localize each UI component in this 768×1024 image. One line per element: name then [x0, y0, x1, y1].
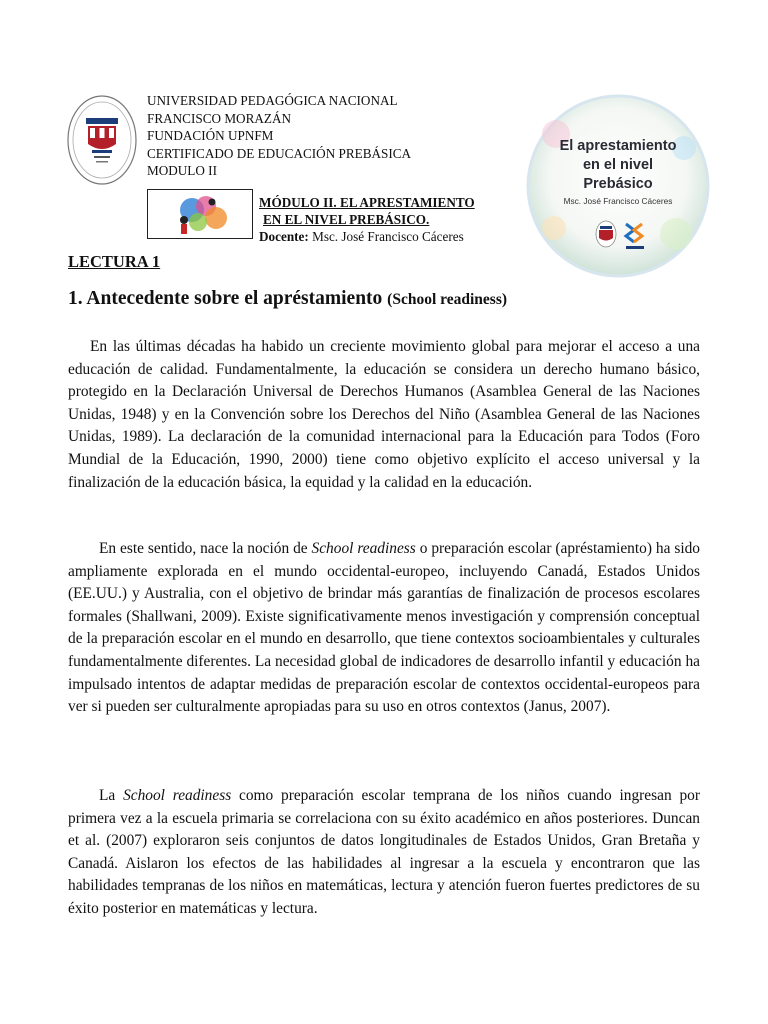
paragraph-3-rest: como preparación escolar temprana de los niños cuando ingresan por primera vez a la escuela primaria se correlaciona con su éxito académico en años posteriores. Duncan et al. (2007) exploraron seis conjuntos de datos longitudinales de Estados Unidos, Gran Bretaña y Canadá. Aislaron los efectos de las habilidades al ingresar a la escuela y encontraron que las habilidades tempranas de los niños en matemáticas, lectura y atención fueron fuertes predictores de su éxito posterior en matemáticas y lectura.	[68, 787, 700, 917]
section-number: 1.	[68, 288, 83, 309]
docente-name: Msc. José Francisco Cáceres	[308, 229, 464, 244]
children-illustration	[147, 189, 253, 239]
badge-title-line2: en el nivel	[582, 157, 654, 173]
header-line-university: UNIVERSIDAD PEDAGÓGICA NACIONAL	[147, 93, 398, 108]
lectura-heading: LECTURA 1	[68, 252, 161, 271]
paragraph-2-rest: o preparación escolar (apréstamiento) ha sido ampliamente explorada en el mundo occidental-europeo, incluyendo Canadá, Estados Unidos (EE.UU.) y Australia, con el objetivo de brindar más garantías de finalización de procesos escolares formales (Shallwani, 2009). Existe significativamente menos investigación y comprensión conceptual de la preparación escolar en el mundo en desarrollo, que tiene contextos socioambientales y culturales fundamentalmente diferentes. La necesidad global de indicadores de desarrollo infantil y educación ha impulsado intentos de adaptar medidas de preparación escolar de contextos occidental-europeos para ver si pueden ser culturalmente apropiadas para su uso en otros contextos (Janus, 2007).	[68, 540, 700, 716]
paragraph-1: En las últimas décadas ha habido un creciente movimiento global para mejorar el acceso a una educación de calidad. Fundamentalmente, la educación se considera un derecho humano básico, protegido en la Declaración Universal de Derechos Humanos (Asamblea General de las Naciones Unidas, 1948) y en la Convención sobre los Derechos del Niño (Asamblea General de las Naciones Unidas, 1989). La declaración de la comunidad internacional para la Educación para Todos (Foro Mundial de la Educación, 1990, 2000) tiene como objetivo explícito el acceso universal y la finalización de la educación básica, la equidad y la calidad en la educación.	[68, 338, 700, 491]
module-info	[259, 194, 475, 245]
paragraph-2-italic-term: School readiness	[311, 540, 416, 557]
module-title-line2: EN EL NIVEL PREBÁSICO.	[263, 212, 430, 227]
header-line-module: MODULO II	[147, 163, 217, 179]
badge-university-seal-logo	[596, 221, 616, 247]
header-line-name: FRANCISCO MORAZÁN	[147, 110, 291, 126]
section-title-text: Antecedente sobre el apréstamiento	[82, 288, 388, 309]
paragraph-3-start: La	[99, 787, 124, 804]
paragraph-2-start: En este sentido, nace la noción de	[99, 540, 312, 557]
university-seal-logo	[66, 94, 138, 186]
badge-title-line1: El aprestamiento	[559, 138, 677, 154]
header-line-certificate: CERTIFICADO DE EDUCACIÓN PREBÁSICA	[147, 145, 412, 161]
section-title	[68, 288, 507, 310]
paragraph-3	[68, 785, 700, 921]
section-subtitle: (School readiness)	[387, 291, 508, 308]
module-title-line1: MÓDULO II. EL APRESTAMIENTO	[259, 195, 475, 210]
docente-label: Docente:	[259, 229, 309, 244]
header-line-foundation: FUNDACIÓN UPNFM	[147, 128, 274, 144]
badge-title-line3: Prebásico	[583, 176, 653, 192]
course-badge	[526, 94, 710, 278]
paragraph-2	[68, 538, 700, 719]
badge-author: Msc. José Francisco Cáceres	[563, 196, 673, 206]
docente-line	[259, 228, 475, 245]
paragraph-3-italic-term: School readiness	[123, 787, 232, 804]
institution-header	[147, 92, 411, 180]
